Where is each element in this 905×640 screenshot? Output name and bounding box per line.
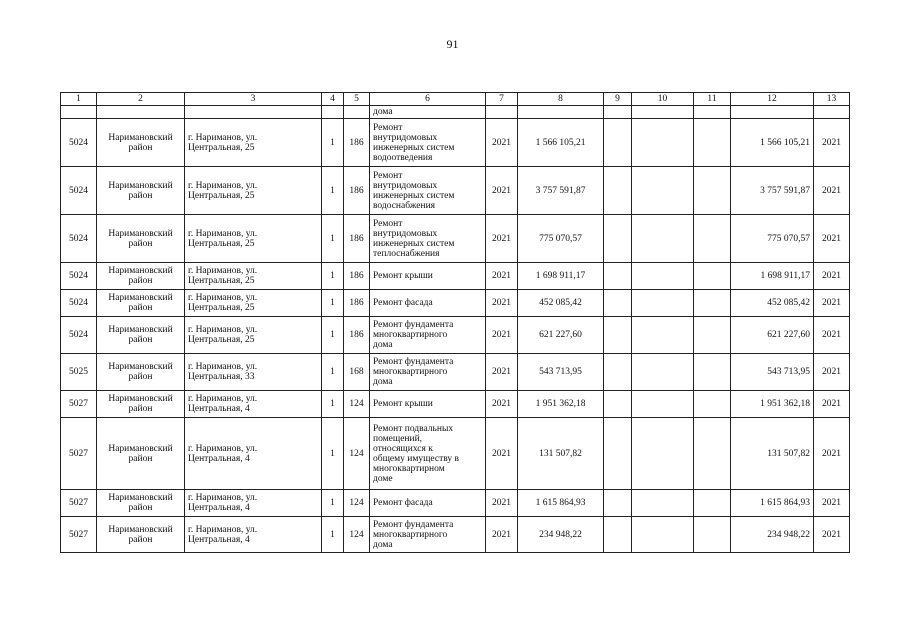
col9-cell bbox=[604, 263, 632, 290]
cell-line: инженерных систем bbox=[373, 142, 455, 153]
cell-line: г. Нариманов, ул. bbox=[188, 524, 258, 535]
object-id-cell: 5024 bbox=[61, 263, 97, 290]
col10-cell bbox=[632, 490, 694, 517]
completion-year-cell: 2021 bbox=[814, 215, 850, 263]
entrance-cell bbox=[322, 106, 344, 119]
column-number: 12 bbox=[731, 93, 814, 106]
entrance-cell: 1 bbox=[322, 317, 344, 354]
cell-line: район bbox=[128, 372, 153, 382]
cell-line: Наримановский bbox=[108, 228, 173, 239]
cell-line: Наримановский bbox=[108, 443, 173, 454]
col9-cell bbox=[604, 391, 632, 418]
completion-year-cell: 2021 bbox=[814, 418, 850, 490]
cell-line: г. Нариманов, ул. bbox=[188, 132, 258, 143]
cell-line: Наримановский bbox=[108, 293, 173, 303]
district-cell bbox=[97, 167, 185, 215]
house-number-cell: 124 bbox=[344, 418, 370, 490]
col11-cell bbox=[694, 354, 731, 391]
house-number-cell: 186 bbox=[344, 317, 370, 354]
object-id-cell: 5027 bbox=[61, 517, 97, 553]
cell-line: водоотведения bbox=[373, 152, 433, 163]
col10-cell bbox=[632, 263, 694, 290]
col9-cell bbox=[604, 167, 632, 215]
house-number-cell bbox=[344, 106, 370, 119]
column-number: 11 bbox=[694, 93, 731, 106]
cell-line: дома bbox=[373, 377, 393, 387]
cell-line: г. Нариманов, ул. bbox=[188, 293, 258, 303]
col10-cell bbox=[632, 290, 694, 317]
cell-line: Ремонт bbox=[373, 122, 403, 133]
year-cell bbox=[486, 106, 518, 119]
work-type-cell bbox=[370, 354, 486, 391]
total-cost-cell: 3 757 591,87 bbox=[518, 167, 604, 215]
address-cell bbox=[185, 215, 322, 263]
col11-cell bbox=[694, 215, 731, 263]
work-type-cell: дома bbox=[370, 106, 486, 119]
col9-cell bbox=[604, 106, 632, 119]
cell-line: г. Нариманов, ул. bbox=[188, 362, 258, 372]
cell-line: Ремонт фасада bbox=[373, 298, 433, 308]
cell-line: общему имуществу в bbox=[373, 453, 460, 464]
cell-line: Центральная, 4 bbox=[188, 404, 250, 414]
total-cost-cell: 1 951 362,18 bbox=[518, 391, 604, 418]
col9-cell bbox=[604, 290, 632, 317]
work-type-cell bbox=[370, 290, 486, 317]
table-row bbox=[61, 490, 850, 517]
cell-line: теплоснабжения bbox=[373, 248, 440, 259]
work-type-cell bbox=[370, 215, 486, 263]
address-cell bbox=[185, 263, 322, 290]
cell-line: Наримановский bbox=[108, 394, 173, 404]
col11-cell bbox=[694, 167, 731, 215]
fund-amount-cell: 1 615 864,93 bbox=[731, 490, 814, 517]
cell-line: Центральная, 25 bbox=[188, 276, 255, 286]
house-number-cell: 186 bbox=[344, 263, 370, 290]
cell-line: район bbox=[128, 335, 153, 345]
year-cell: 2021 bbox=[486, 391, 518, 418]
year-cell: 2021 bbox=[486, 167, 518, 215]
object-id-cell: 5024 bbox=[61, 215, 97, 263]
cell-line: Центральная, 4 bbox=[188, 453, 250, 464]
object-id-cell: 5024 bbox=[61, 167, 97, 215]
address-cell bbox=[185, 167, 322, 215]
cell-line: Наримановский bbox=[108, 524, 173, 535]
table-row bbox=[61, 167, 850, 215]
cell-line: район bbox=[128, 303, 153, 313]
col10-cell bbox=[632, 354, 694, 391]
cell-line: район bbox=[128, 238, 153, 249]
entrance-cell: 1 bbox=[322, 418, 344, 490]
address-cell bbox=[185, 354, 322, 391]
house-number-cell: 186 bbox=[344, 290, 370, 317]
col9-cell bbox=[604, 215, 632, 263]
object-id-cell: 5027 bbox=[61, 418, 97, 490]
column-number: 2 bbox=[97, 93, 185, 106]
cell-line: район bbox=[128, 534, 153, 545]
col11-cell bbox=[694, 119, 731, 167]
cell-line: г. Нариманов, ул. bbox=[188, 228, 258, 239]
fund-amount-cell: 234 948,22 bbox=[731, 517, 814, 553]
cell-line: Ремонт фасада bbox=[373, 498, 433, 508]
entrance-cell: 1 bbox=[322, 290, 344, 317]
cell-line: многоквартирного bbox=[373, 529, 448, 540]
entrance-cell: 1 bbox=[322, 167, 344, 215]
district-cell bbox=[97, 354, 185, 391]
table-row bbox=[61, 119, 850, 167]
total-cost-cell: 131 507,82 bbox=[518, 418, 604, 490]
entrance-cell: 1 bbox=[322, 215, 344, 263]
district-cell bbox=[97, 106, 185, 119]
column-number: 5 bbox=[344, 93, 370, 106]
cell-line: г. Нариманов, ул. bbox=[188, 266, 258, 276]
col11-cell bbox=[694, 391, 731, 418]
district-cell bbox=[97, 490, 185, 517]
object-id-cell bbox=[61, 106, 97, 119]
cell-line: Ремонт фундамента bbox=[373, 320, 454, 330]
object-id-cell: 5027 bbox=[61, 391, 97, 418]
col11-cell bbox=[694, 418, 731, 490]
col10-cell bbox=[632, 167, 694, 215]
entrance-cell: 1 bbox=[322, 517, 344, 553]
house-number-cell: 186 bbox=[344, 215, 370, 263]
cell-line: Центральная, 33 bbox=[188, 372, 255, 382]
cell-line: дома bbox=[373, 539, 393, 550]
table-row bbox=[61, 391, 850, 418]
district-cell bbox=[97, 263, 185, 290]
year-cell: 2021 bbox=[486, 215, 518, 263]
cell-line: Ремонт фундамента bbox=[373, 519, 454, 530]
total-cost-cell: 452 085,42 bbox=[518, 290, 604, 317]
address-cell bbox=[185, 106, 322, 119]
fund-amount-cell: 543 713,95 bbox=[731, 354, 814, 391]
year-cell: 2021 bbox=[486, 290, 518, 317]
cell-line: Ремонт подвальных bbox=[373, 423, 454, 434]
column-number: 4 bbox=[322, 93, 344, 106]
col9-cell bbox=[604, 490, 632, 517]
fund-amount-cell: 131 507,82 bbox=[731, 418, 814, 490]
cell-line: Ремонт крыши bbox=[373, 271, 433, 281]
cell-line: Ремонт bbox=[373, 218, 403, 229]
completion-year-cell: 2021 bbox=[814, 167, 850, 215]
col10-cell bbox=[632, 215, 694, 263]
completion-year-cell: 2021 bbox=[814, 490, 850, 517]
address-cell bbox=[185, 490, 322, 517]
entrance-cell: 1 bbox=[322, 391, 344, 418]
cell-line: Наримановский bbox=[108, 493, 173, 503]
address-cell bbox=[185, 391, 322, 418]
table-row bbox=[61, 517, 850, 553]
district-cell bbox=[97, 317, 185, 354]
object-id-cell: 5025 bbox=[61, 354, 97, 391]
col11-cell bbox=[694, 263, 731, 290]
cell-line: Наримановский bbox=[108, 132, 173, 143]
district-cell bbox=[97, 391, 185, 418]
cell-line: Центральная, 25 bbox=[188, 335, 255, 345]
page-number: 91 bbox=[446, 37, 459, 51]
completion-year-cell: 2021 bbox=[814, 119, 850, 167]
col10-cell bbox=[632, 517, 694, 553]
house-number-cell: 186 bbox=[344, 119, 370, 167]
table-row bbox=[61, 418, 850, 490]
continuation-row bbox=[61, 106, 850, 119]
column-number: 8 bbox=[518, 93, 604, 106]
col11-cell bbox=[694, 106, 731, 119]
cell-line: Центральная, 25 bbox=[188, 238, 255, 249]
completion-year-cell: 2021 bbox=[814, 317, 850, 354]
capital-repair-table bbox=[60, 92, 850, 553]
cell-line: Ремонт крыши bbox=[373, 399, 433, 409]
column-number: 1 bbox=[61, 93, 97, 106]
entrance-cell: 1 bbox=[322, 119, 344, 167]
cell-line: район bbox=[128, 503, 153, 513]
work-type-cell bbox=[370, 418, 486, 490]
year-cell: 2021 bbox=[486, 490, 518, 517]
fund-amount-cell: 452 085,42 bbox=[731, 290, 814, 317]
cell-line: г. Нариманов, ул. bbox=[188, 493, 258, 503]
cell-line: Центральная, 25 bbox=[188, 142, 255, 153]
object-id-cell: 5024 bbox=[61, 290, 97, 317]
district-cell bbox=[97, 215, 185, 263]
completion-year-cell: 2021 bbox=[814, 263, 850, 290]
total-cost-cell: 543 713,95 bbox=[518, 354, 604, 391]
col11-cell bbox=[694, 517, 731, 553]
address-cell bbox=[185, 317, 322, 354]
object-id-cell: 5024 bbox=[61, 317, 97, 354]
cell-line: г. Нариманов, ул. bbox=[188, 325, 258, 335]
cell-line: Центральная, 4 bbox=[188, 503, 250, 513]
address-cell bbox=[185, 119, 322, 167]
cell-line: район bbox=[128, 453, 153, 464]
work-type-cell bbox=[370, 517, 486, 553]
cell-line: инженерных систем bbox=[373, 238, 455, 249]
cell-line: относящихся к bbox=[373, 443, 433, 454]
column-number: 3 bbox=[185, 93, 322, 106]
cell-line: Наримановский bbox=[108, 325, 173, 335]
cell-line: район bbox=[128, 276, 153, 286]
total-cost-cell: 621 227,60 bbox=[518, 317, 604, 354]
entrance-cell: 1 bbox=[322, 263, 344, 290]
col10-cell bbox=[632, 391, 694, 418]
district-cell bbox=[97, 290, 185, 317]
completion-year-cell: 2021 bbox=[814, 517, 850, 553]
year-cell: 2021 bbox=[486, 354, 518, 391]
object-id-cell: 5024 bbox=[61, 119, 97, 167]
col9-cell bbox=[604, 418, 632, 490]
col11-cell bbox=[694, 317, 731, 354]
cell-line: г. Нариманов, ул. bbox=[188, 180, 258, 191]
cell-line: Центральная, 25 bbox=[188, 303, 255, 313]
total-cost-cell: 234 948,22 bbox=[518, 517, 604, 553]
cell-line: Наримановский bbox=[108, 180, 173, 191]
year-cell: 2021 bbox=[486, 317, 518, 354]
col11-cell bbox=[694, 290, 731, 317]
cell-line: внутридомовых bbox=[373, 228, 438, 239]
work-type-cell bbox=[370, 490, 486, 517]
year-cell: 2021 bbox=[486, 418, 518, 490]
work-type-cell bbox=[370, 167, 486, 215]
house-number-cell: 124 bbox=[344, 391, 370, 418]
total-cost-cell: 1 698 911,17 bbox=[518, 263, 604, 290]
cell-line: дома bbox=[373, 340, 393, 350]
fund-amount-cell: 775 070,57 bbox=[731, 215, 814, 263]
completion-year-cell bbox=[814, 106, 850, 119]
district-cell bbox=[97, 418, 185, 490]
object-id-cell: 5027 bbox=[61, 490, 97, 517]
column-number: 9 bbox=[604, 93, 632, 106]
district-cell bbox=[97, 119, 185, 167]
cell-line: внутридомовых bbox=[373, 132, 438, 143]
total-cost-cell: 1 566 105,21 bbox=[518, 119, 604, 167]
col10-cell bbox=[632, 418, 694, 490]
cell-line: Ремонт фундамента bbox=[373, 357, 454, 367]
column-number-row bbox=[61, 93, 850, 106]
house-number-cell: 124 bbox=[344, 490, 370, 517]
col9-cell bbox=[604, 317, 632, 354]
cell-line: Ремонт bbox=[373, 170, 403, 181]
cell-line: доме bbox=[373, 473, 393, 484]
col9-cell bbox=[604, 119, 632, 167]
table-row bbox=[61, 263, 850, 290]
work-type-cell bbox=[370, 263, 486, 290]
column-number: 7 bbox=[486, 93, 518, 106]
cell-line: помещений, bbox=[373, 433, 423, 444]
fund-amount-cell: 621 227,60 bbox=[731, 317, 814, 354]
table-row bbox=[61, 354, 850, 391]
cell-line: многоквартирного bbox=[373, 330, 448, 340]
fund-amount-cell: 3 757 591,87 bbox=[731, 167, 814, 215]
address-cell bbox=[185, 418, 322, 490]
year-cell: 2021 bbox=[486, 119, 518, 167]
house-number-cell: 168 bbox=[344, 354, 370, 391]
year-cell: 2021 bbox=[486, 263, 518, 290]
col9-cell bbox=[604, 354, 632, 391]
table-row bbox=[61, 290, 850, 317]
cell-line: Наримановский bbox=[108, 362, 173, 372]
col11-cell bbox=[694, 490, 731, 517]
total-cost-cell: 775 070,57 bbox=[518, 215, 604, 263]
col10-cell bbox=[632, 119, 694, 167]
district-cell bbox=[97, 517, 185, 553]
house-number-cell: 124 bbox=[344, 517, 370, 553]
fund-amount-cell: 1 566 105,21 bbox=[731, 119, 814, 167]
table-row bbox=[61, 215, 850, 263]
fund-amount-cell bbox=[731, 106, 814, 119]
cell-line: район bbox=[128, 142, 153, 153]
cell-line: многоквартирного bbox=[373, 367, 448, 377]
completion-year-cell: 2021 bbox=[814, 354, 850, 391]
column-number: 6 bbox=[370, 93, 486, 106]
cell-line: Центральная, 4 bbox=[188, 534, 250, 545]
entrance-cell: 1 bbox=[322, 490, 344, 517]
fund-amount-cell: 1 951 362,18 bbox=[731, 391, 814, 418]
cell-line: Наримановский bbox=[108, 266, 173, 276]
col10-cell bbox=[632, 106, 694, 119]
column-number: 13 bbox=[814, 93, 850, 106]
col10-cell bbox=[632, 317, 694, 354]
cell-line: г. Нариманов, ул. bbox=[188, 394, 258, 404]
year-cell: 2021 bbox=[486, 517, 518, 553]
work-type-cell bbox=[370, 317, 486, 354]
table-row bbox=[61, 317, 850, 354]
cell-line: инженерных систем bbox=[373, 190, 455, 201]
completion-year-cell: 2021 bbox=[814, 290, 850, 317]
cell-line: внутридомовых bbox=[373, 180, 438, 191]
cell-line: район bbox=[128, 404, 153, 414]
house-number-cell: 186 bbox=[344, 167, 370, 215]
cell-line: водоснабжения bbox=[373, 200, 436, 211]
cell-line: многоквартирном bbox=[373, 463, 445, 474]
entrance-cell: 1 bbox=[322, 354, 344, 391]
cell-line: район bbox=[128, 190, 153, 201]
total-cost-cell: 1 615 864,93 bbox=[518, 490, 604, 517]
col9-cell bbox=[604, 517, 632, 553]
cell-line: г. Нариманов, ул. bbox=[188, 443, 258, 454]
address-cell bbox=[185, 290, 322, 317]
address-cell bbox=[185, 517, 322, 553]
cell-line: Центральная, 25 bbox=[188, 190, 255, 201]
completion-year-cell: 2021 bbox=[814, 391, 850, 418]
work-type-cell bbox=[370, 119, 486, 167]
work-type-cell bbox=[370, 391, 486, 418]
column-number: 10 bbox=[632, 93, 694, 106]
fund-amount-cell: 1 698 911,17 bbox=[731, 263, 814, 290]
total-cost-cell bbox=[518, 106, 604, 119]
